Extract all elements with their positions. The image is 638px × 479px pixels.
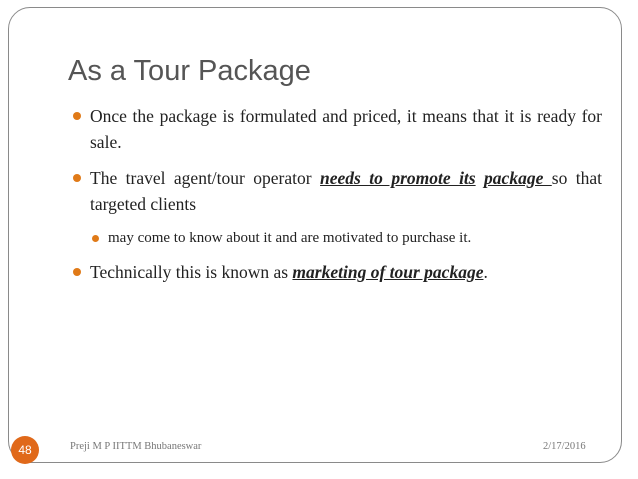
bullet-icon [92,235,99,242]
footer-author: Preji M P IITTM Bhubaneswar [70,441,202,452]
bullet-icon [73,174,81,182]
bullet-text: The travel agent/tour operator [90,168,321,188]
sub-bullet-text: may come to know about it and are motivated to purchase it. [108,230,472,246]
bullet-icon [73,112,81,120]
bullet-item [72,103,602,155]
bullet-text [476,168,484,188]
bullet-icon [73,268,81,276]
slide-title: As a Tour Package [68,55,311,87]
footer-date: 2/17/2016 [543,441,586,452]
sub-bullet-item [72,227,602,249]
bullet-item [72,165,602,217]
bullet-text: Technically this is known as [90,262,293,282]
page-number-badge: 48 [11,436,39,464]
bullet-item [72,259,602,285]
bullet-text: Once the package is formulated and priced, it means that it is ready for sale. [90,106,602,152]
emphasized-text: package [484,168,552,188]
emphasized-text: needs to promote its [320,168,476,188]
bullet-text: . [483,262,488,282]
slide-body [72,103,602,295]
bullet-text: so that targeted clients [90,168,602,214]
emphasized-text: marketing of tour package [292,262,484,282]
